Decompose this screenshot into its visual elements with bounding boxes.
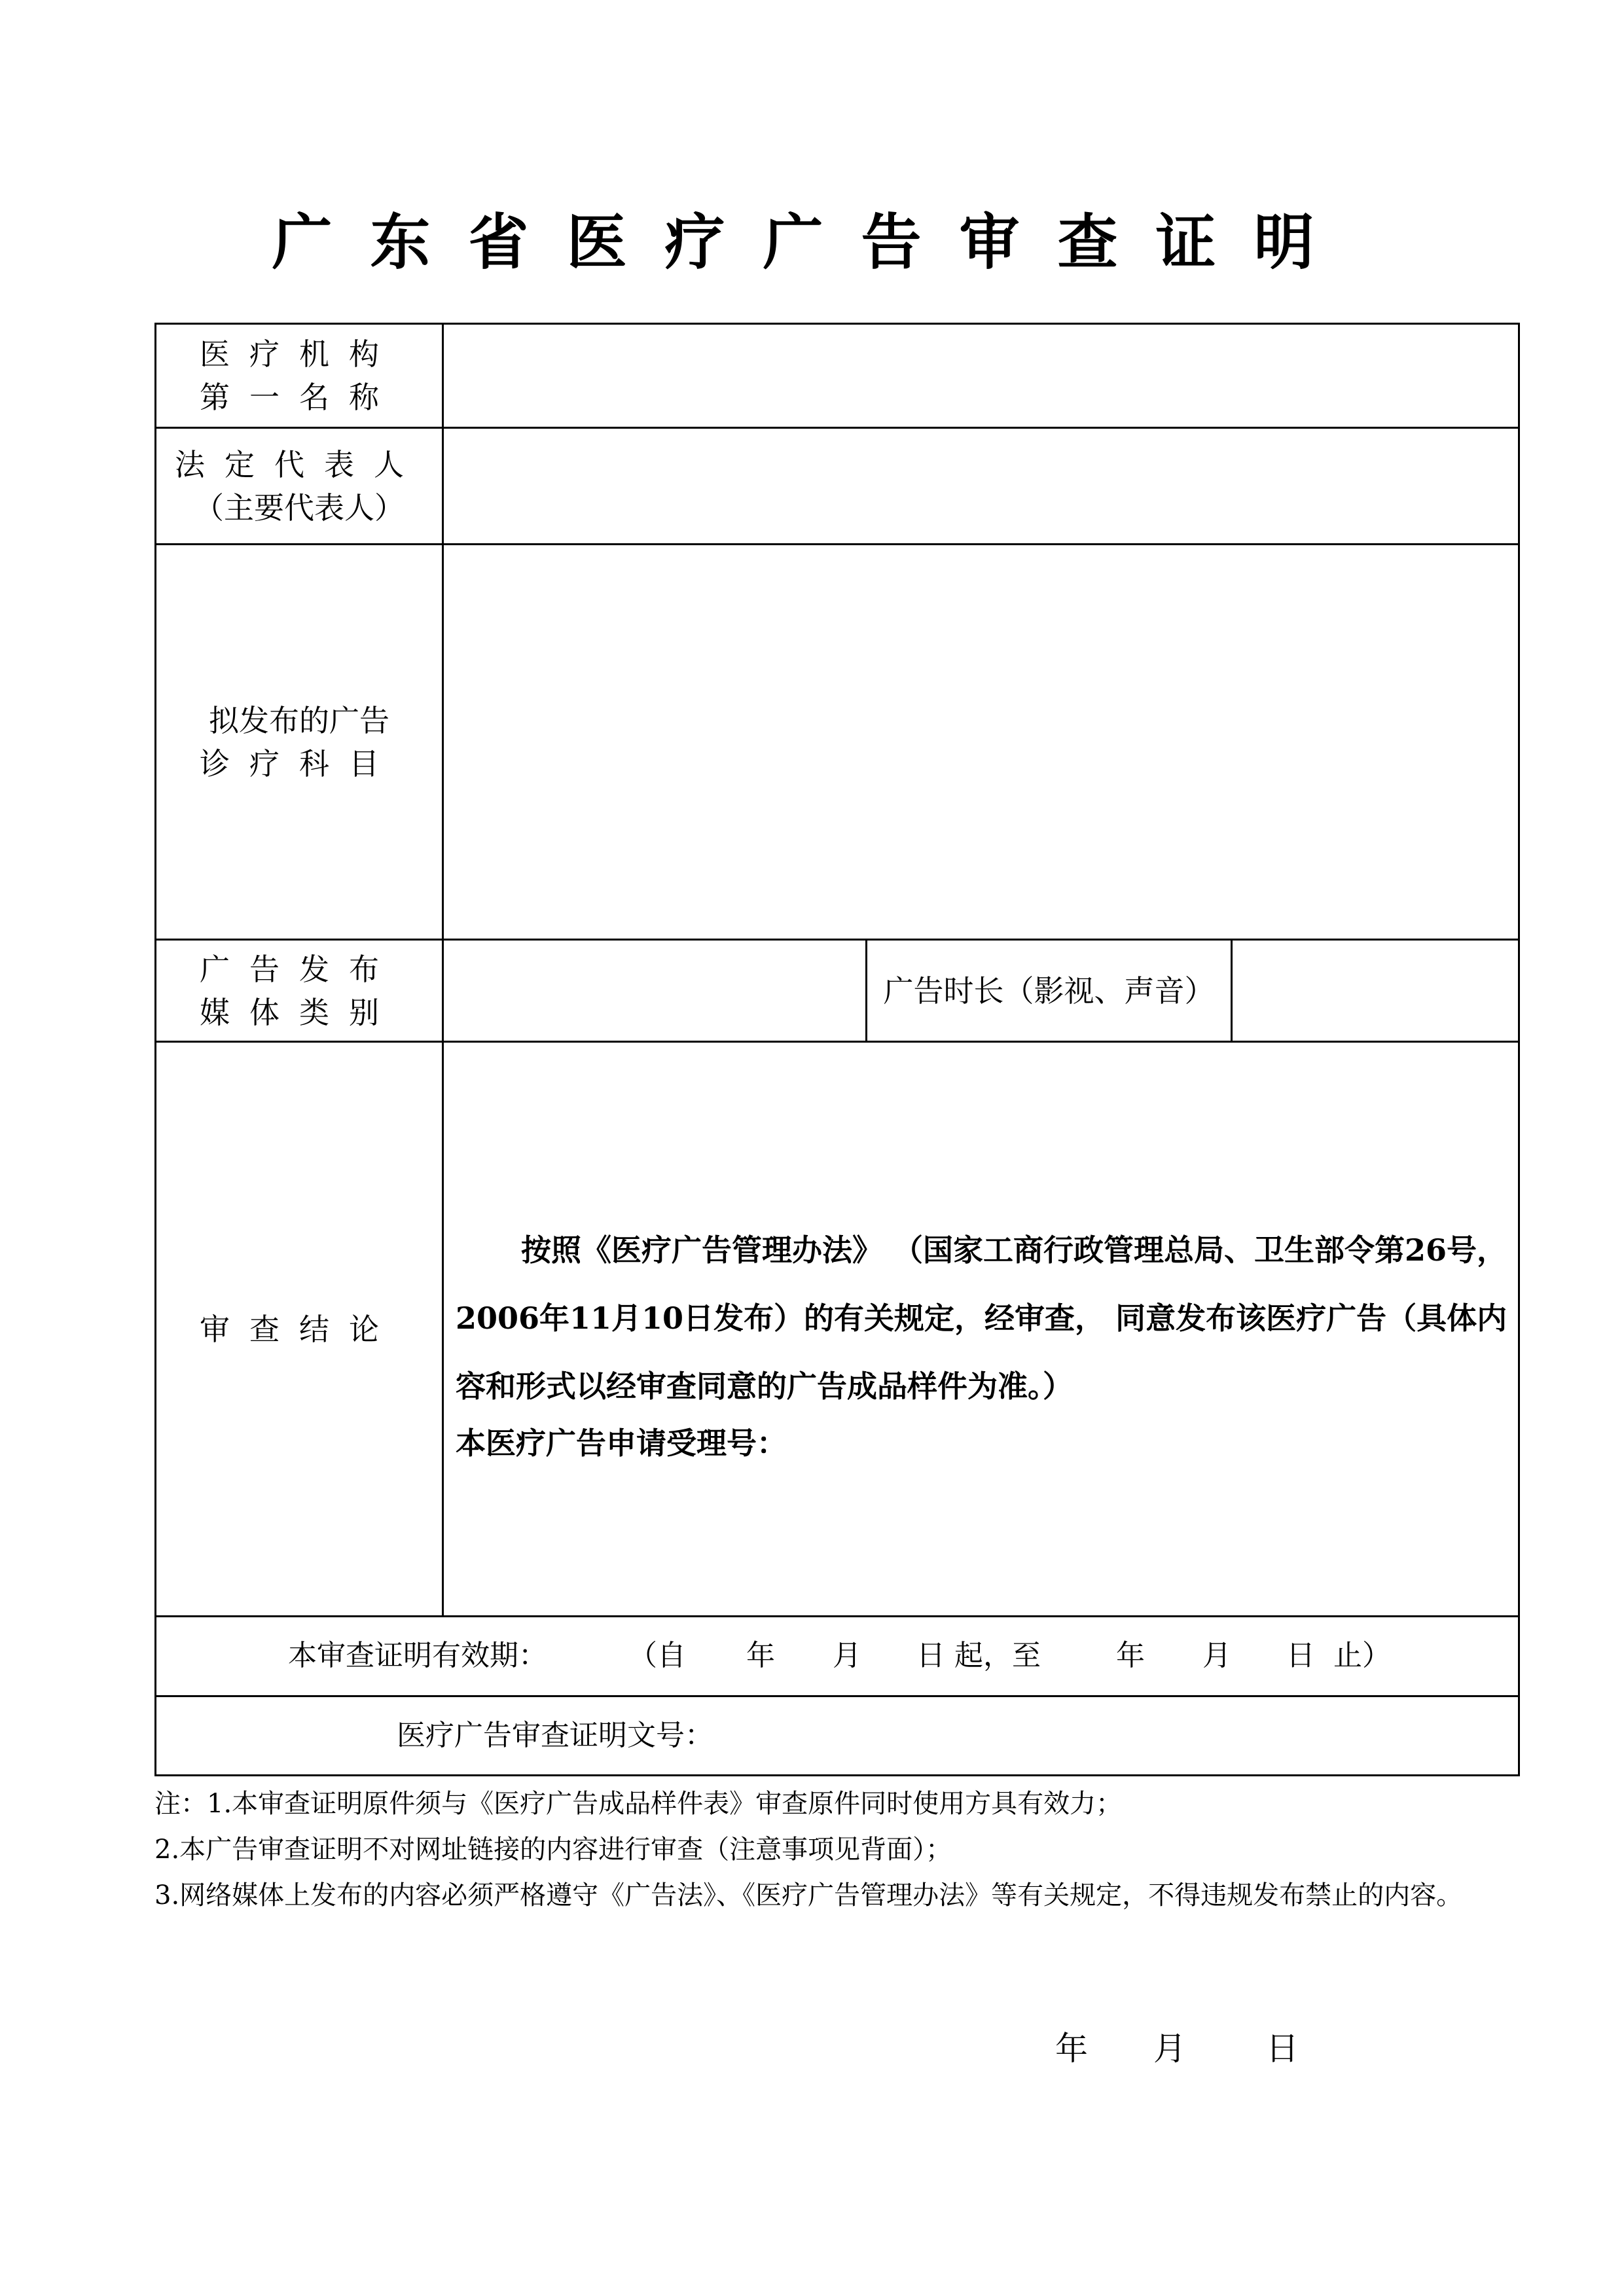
validity-from: （自 [628, 1639, 686, 1672]
acceptance-number-label: 本医疗广告申请受理号： [456, 1426, 787, 1461]
institution-label-line1: 医疗机构 [200, 336, 399, 372]
validity-day-from: 日 起，至 [916, 1639, 1041, 1672]
note-1: 注：1.本审查证明原件须与《医疗广告成品样件表》审查原件同时使用方具有效力； [154, 1789, 1123, 1819]
validity-year-to: 年 [1116, 1639, 1145, 1672]
conclusion-label: 审查结论 [200, 1311, 399, 1347]
institution-name-label [156, 325, 442, 427]
ad-duration-field[interactable] [1233, 941, 1518, 1041]
doc-number-label: 医疗广告审查证明文号： [397, 1719, 713, 1752]
note-3: 3.网络媒体上发布的内容必须严格遵守《广告法》、《医疗广告管理办法》等有关规定，不得违规发布禁止的内容。 [154, 1880, 1463, 1910]
subjects-field[interactable] [444, 545, 1518, 939]
legal-rep-label-line2: （主要代表人） [194, 490, 405, 526]
media-type-field[interactable] [444, 941, 865, 1041]
sign-month: 月 [1153, 2030, 1186, 2068]
validity-month-to: 月 [1202, 1639, 1231, 1672]
institution-label-line2: 第一名称 [200, 380, 399, 415]
legal-rep-field[interactable] [444, 429, 1518, 543]
legal-rep-label-line1: 法定代表人 [175, 446, 424, 482]
subjects-label-line2: 诊疗科目 [200, 745, 399, 781]
validity-year-from: 年 [746, 1639, 775, 1672]
media-label-line2: 媒体类别 [200, 994, 399, 1030]
validity-day-to: 日 止） [1286, 1639, 1391, 1672]
conclusion-paragraph: 按照《医疗广告管理办法》 （国家工商行政管理总局、卫生部令第26号，2006年11月10日发布）的有关规定，经审查， 同意发布该医疗广告（具体内容和形式以经审查同意的广告成品样件为准。） [456, 1232, 1507, 1404]
note-2: 2.本广告审查证明不对网址链接的内容进行审查（注意事项见背面）； [154, 1835, 952, 1865]
validity-month-from: 月 [833, 1639, 861, 1672]
doc-number-field[interactable] [727, 1697, 1518, 1774]
sign-day: 日 [1266, 2030, 1299, 2068]
media-type-label [156, 941, 442, 1041]
media-label-line1: 广告发布 [200, 951, 399, 987]
ad-duration-label: 广告时长（影视、声音） [883, 973, 1215, 1009]
conclusion-text [456, 1216, 1509, 1466]
subjects-label [156, 545, 442, 939]
institution-name-field[interactable] [444, 325, 1518, 427]
validity-label: 本审查证明有效期： [288, 1639, 547, 1672]
legal-rep-label [156, 429, 442, 543]
sign-year: 年 [1055, 2030, 1088, 2068]
subjects-label-line1: 拟发布的广告 [209, 702, 389, 738]
page-title: 广东省医疗广告审查证明 [272, 207, 1352, 278]
